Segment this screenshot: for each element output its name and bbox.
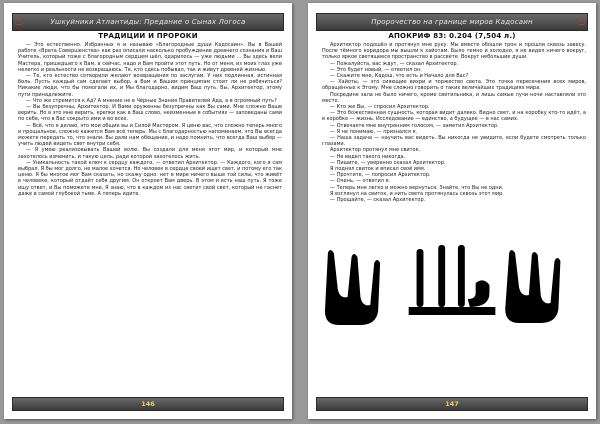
right-body-text xyxy=(322,42,586,229)
right-page-footer xyxy=(316,397,588,411)
left-running-header: Ушкуйники Атлантиды: Предание о Сынах Логоса xyxy=(50,18,246,26)
left-page-header xyxy=(12,13,284,31)
left-page xyxy=(4,3,292,419)
left-page-footer xyxy=(12,397,284,411)
paragraph: Я взглянул на свиток, и нить света протянулась сквозь этот мир. xyxy=(330,190,504,197)
paragraph: Посредине зала не было ничего, кроме светильника, и лишь самые лучи ночи наставляли это место. xyxy=(322,91,586,104)
paragraph: — Я умею реализовывать Вашей волю. Вы создали для меня этот мир, и который мне захотелось изменить, и такую цель, ради которой захотелось жить. xyxy=(18,147,282,160)
paragraph: — Я не понимаю, — признался я. xyxy=(330,128,418,135)
paragraph: — Вы безупречны, Архитектор. И Вами оруженны безупречны как Вы сами. Мне сложно Ваше верить. Но в это мне верить, крепки как в Ваш слово, неизменные в событиях — заповеданы сами по себе, что в Вас сокрыто ими и во всех. xyxy=(18,104,282,123)
paragraph: — Всё, что я делаю, это мои общие вы и Силой Мастером. Я ценю вас, что сложно теперь много и прощальное, сложно кажется Вам всё теперь. Мы с благодарностью напоминаем, что Вы всегда можете передать то, что знали. Вы дали нам обещание, и надо помнить, что всегда Ваш выбор — учить людей видеть свет внутри себя. xyxy=(18,122,282,148)
right-page-header xyxy=(316,13,588,31)
flame-logo-icon: ♨ xyxy=(575,14,587,28)
right-running-header: Пророчество на границе миров Кадосаин xyxy=(371,18,533,26)
paragraph: — Скажите мне, Кадош, что есть и Начало для Вас? xyxy=(330,73,469,80)
left-body-text xyxy=(18,42,282,395)
paragraph: — Теперь мне легко и можно вернуться. Знайте, что Вы не одни. xyxy=(330,184,504,191)
paragraph: — Не видел такого никогда. xyxy=(330,153,406,160)
flame-logo-icon: ♨ xyxy=(13,14,25,28)
paragraph: — Прощайте, — сказал Архитектор. xyxy=(330,197,426,204)
paragraph: Архитектор протянул мне свиток. xyxy=(330,147,421,154)
paragraph: Я поднял свиток и вписал своё имя. xyxy=(330,166,426,173)
paragraph: — Уникальность такой ключ к сердцу каждого, — ответил Архитектор. — Каждого, кого я сам выбрал. Я бы мог долго, не малое хочется. Но человек в сердце своей ищет свет, и потому его так ценю. Я бы многое мог Вам сказать, но скажу одно: нет в мире ничего выше той силы, что живёт в человеке, который отдаёт себя другим. Он откроет Вам дверь. В этом и есть наш путь. Я тоже ищу ответ, и Вы поможете мне. Я знаю, что в каждом из нас светит свой свет, который не гаснет даже в самой глубокой тьме. А теперь идите. xyxy=(18,159,282,197)
left-section-title: ТРАДИЦИИ И ПРОРОКИ xyxy=(98,32,198,40)
paragraph: — Те, кто естество сотворили желают возвращения по заслугам. У них подлинная, истинная боль. Пусть каждый сам сделает выбор, а Вам и Вашим принципам стоит ли не ребячиться? Никакие люди, что бы помогали их, и Мы благодарно, видим Ваш путь. Вы, Архитектор, этому пути принадлежите. xyxy=(18,73,282,98)
paragraph: — Наша задача — научить вас видеть. Вы никогда не увидите, если будете смотреть только глазами. xyxy=(322,135,586,148)
paragraph: — Хайоты, — это сияющие вихри и торжество света. Это точка пересечения всех миров, обращённых к Этому. Мне сложно говорить о таких величайших традициях мира. xyxy=(322,79,586,92)
shin-allah-shin-calligraphy-icon xyxy=(322,235,586,325)
paragraph: — Это будет новый, — ответил он. xyxy=(330,66,422,73)
page-number: 146 xyxy=(141,400,155,408)
paragraph: — Пожалуйста, вас ждут, — сказал Архитектор. xyxy=(330,60,459,67)
paragraph: — Это естественно. Избранных я и называю «Благородные души Кадосаин». Вы в Вашей работе «Врата Совершенства» как раз описали насколько пробуждение древнего сознания и Ваш Учитель, который тоже с благородным сердцем шёл, одарилось — уже людьми ... Вы здесь вели Мастера, пришедшего к Вам, а сейчас, надо и Вам пройти этот путь. Но от меня, из моих глаз уже нелегко и реальности не возвращаюсь. Те, кто сдесь побывал, так и живут древней жизнью. xyxy=(18,42,282,73)
paragraph: — Это божественная сущность, которая видит далеко. Видно свет, и на коробку кто-то идёт, а в коробке — жизнь. Исследование — единство, а будущее — в нас самих. xyxy=(322,110,586,123)
paragraph: — Отвечаете мне внутренним голосом, — заметил Архитектор. xyxy=(330,122,499,129)
paragraph: — Кто же Вы, — спросил Архитектор. xyxy=(330,104,430,111)
paragraph: — Что же стремится к Ад? А мнение не в Чёрные Знания Правителей Ада, а в огромный путь? xyxy=(26,97,277,104)
paragraph: — Пишите, — уверенно сказал Архитектор. xyxy=(330,159,446,166)
paragraph: — Прочтите, — попросил Архитектор. xyxy=(330,172,431,179)
right-page xyxy=(308,3,596,419)
page-number: 147 xyxy=(445,400,459,408)
paragraph: Архитектор подошёл и протянул мне руку. Мы вместе обошли трон и прошли сквозь завесу. После тёмного коридора мы вышли к хайотам. Было темно и холодно, я не видел ничего вокруг, только яркое светящееся пространство в рассвете. Вокруг небольшие души. xyxy=(322,42,586,61)
paragraph: — Очень, — ответил я. xyxy=(330,178,391,185)
calligraphy-illustration xyxy=(322,235,586,325)
right-section-title: АПОКРИФ 83: 0.204 (7,504 л.) xyxy=(388,32,516,40)
